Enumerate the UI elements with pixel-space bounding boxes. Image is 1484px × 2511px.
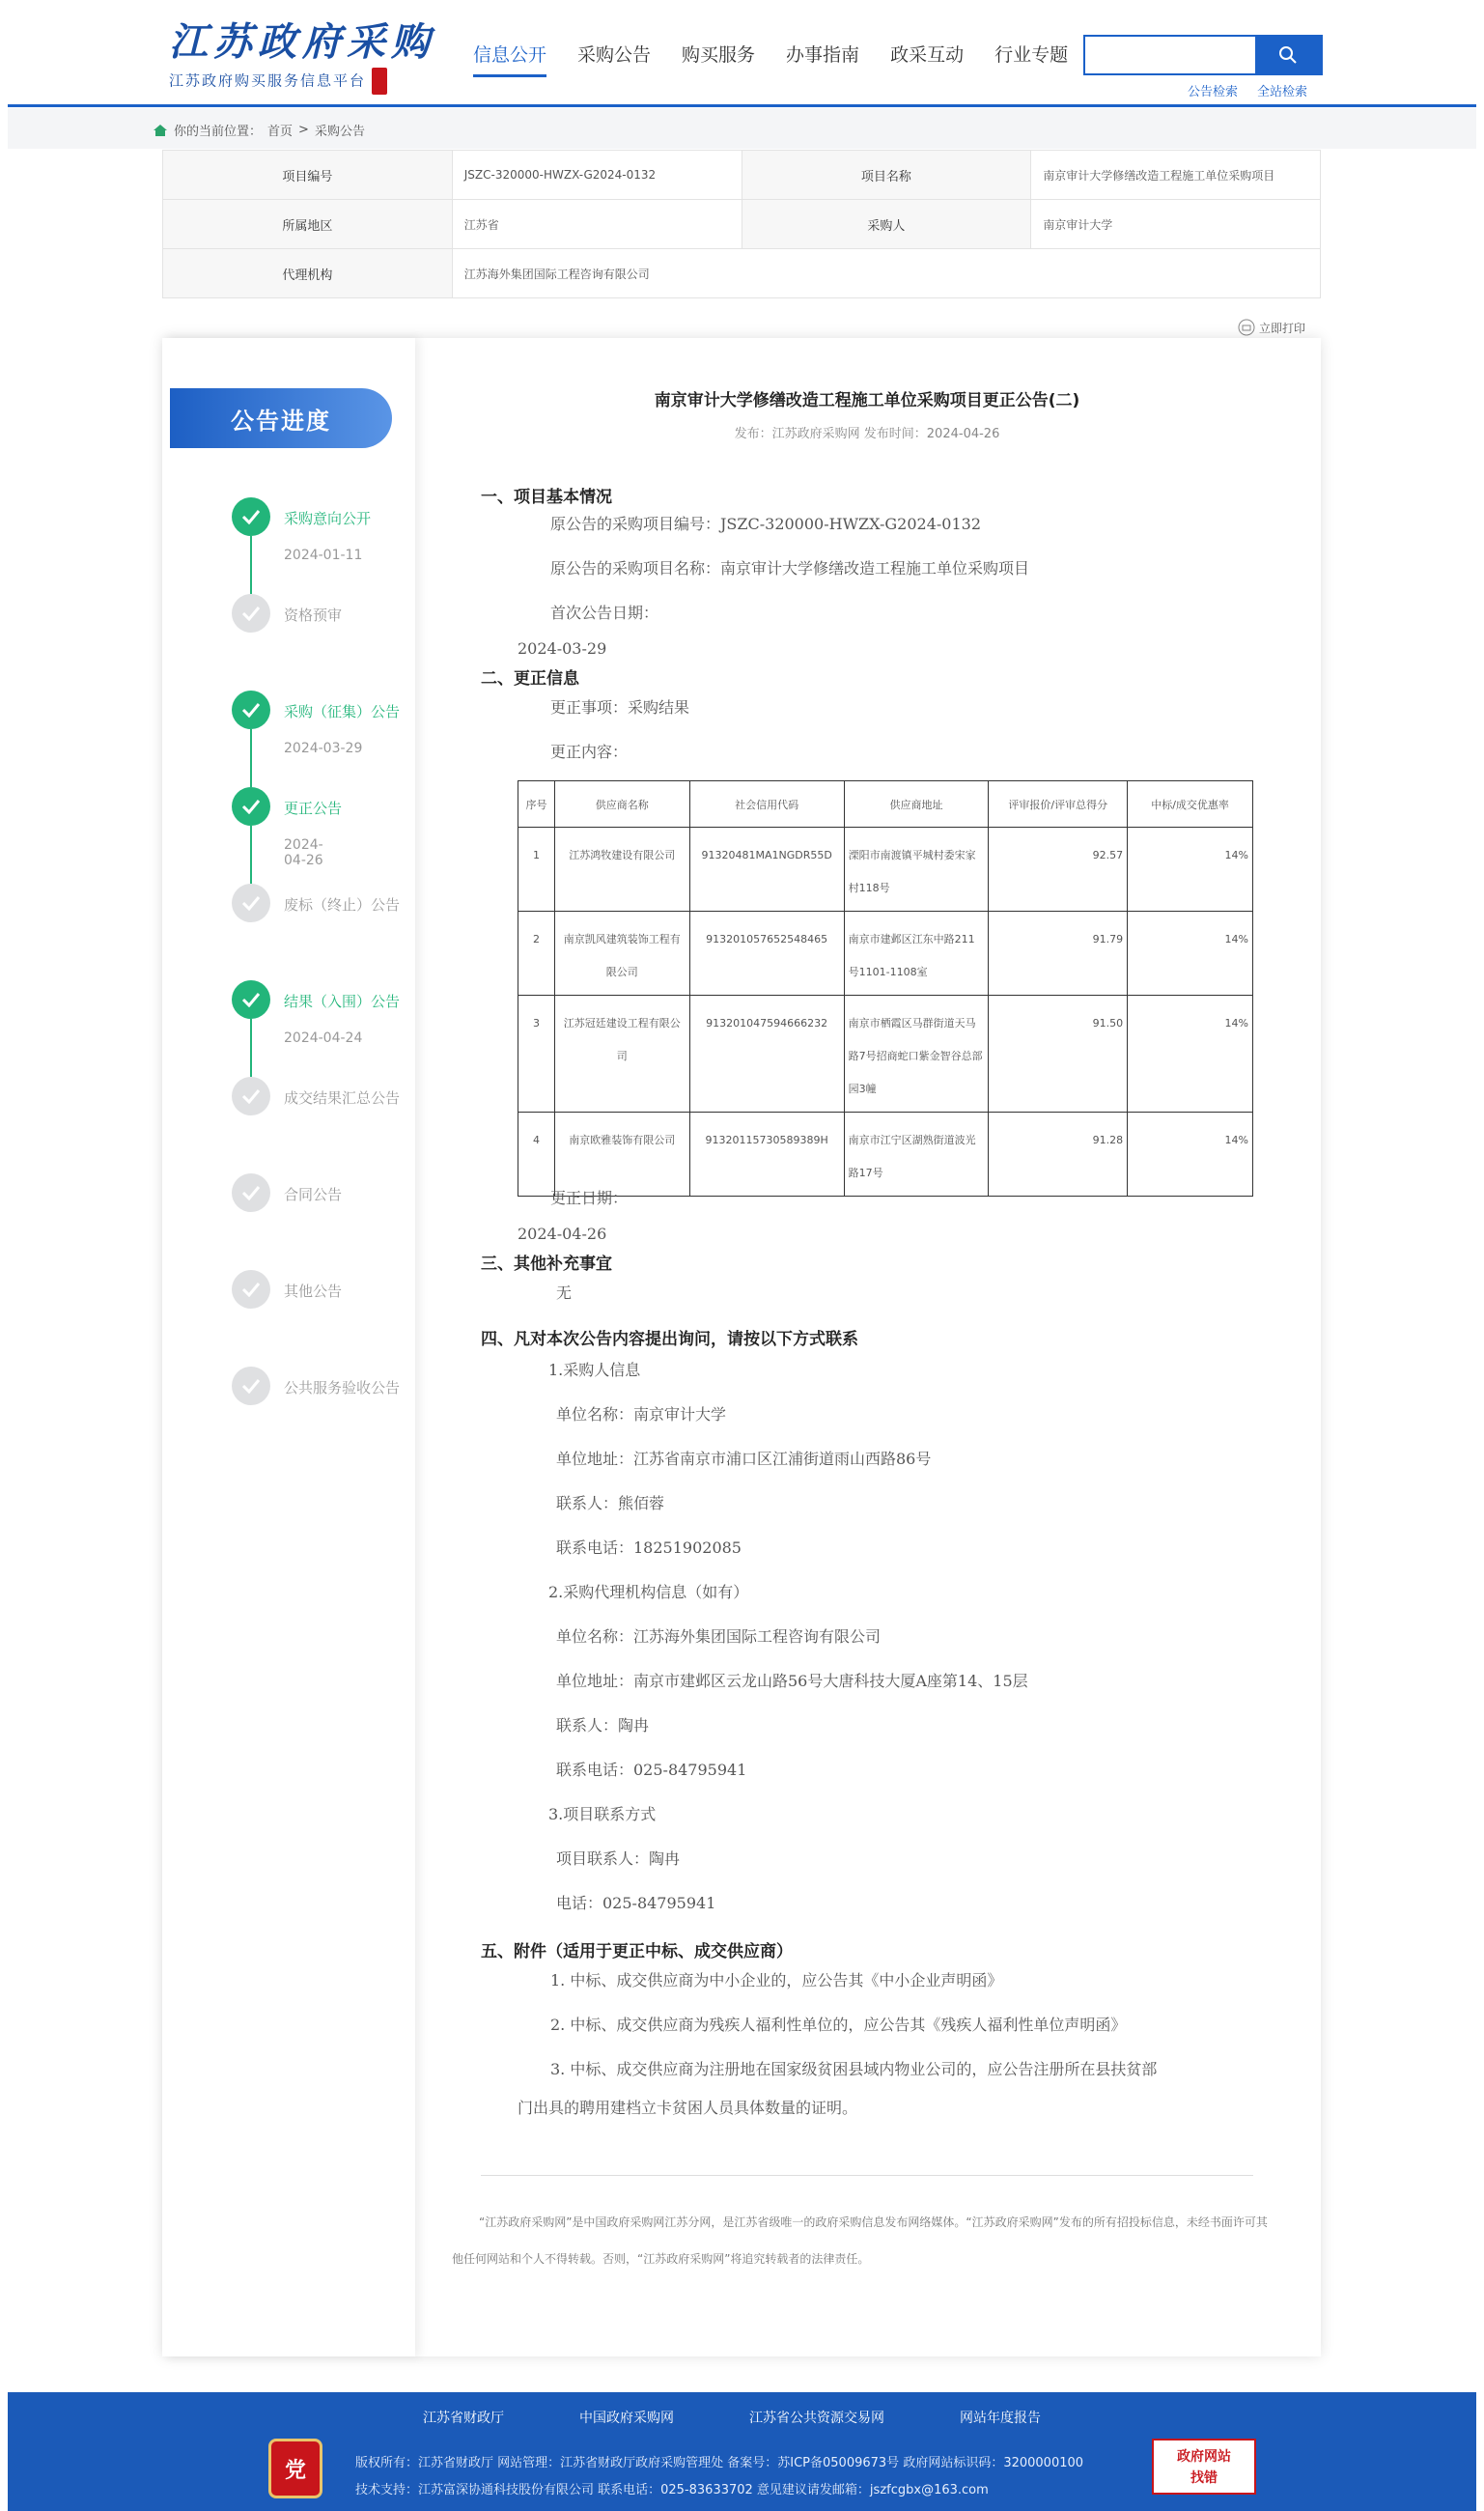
section-basic: 一、项目基本情况 (481, 488, 612, 507)
purchaser-address: 单位地址：江苏省南京市浦口区江浦街道雨山西路86号 (556, 1450, 932, 1468)
check-icon (232, 1270, 270, 1309)
project-no-label: 项目编号 (163, 151, 453, 200)
search-links (1188, 81, 1307, 99)
site-search-link[interactable]: 全站检索 (1257, 85, 1308, 99)
gov-site-error-report[interactable] (1152, 2439, 1256, 2495)
nav-info-public[interactable]: 信息公开 (473, 41, 546, 77)
notice-search-link[interactable]: 公告检索 (1188, 85, 1239, 99)
col-rate: 中标/成交优惠率 (1128, 781, 1253, 828)
search-input[interactable] (1085, 37, 1255, 73)
agency-value: 江苏海外集团国际工程咨询有限公司 (452, 249, 1320, 298)
step-label: 采购（征集）公告 (284, 703, 401, 720)
project-name-value: 南京审计大学修缮改造工程施工单位采购项目 (1031, 151, 1321, 200)
step-label: 结果（入围）公告 (284, 993, 401, 1010)
correction-date-label: 更正日期： (550, 1189, 629, 1207)
nav-topics[interactable]: 行业专题 (994, 44, 1069, 66)
party-badge-icon[interactable]: 党 (268, 2439, 322, 2498)
step-date: 2024-04-24 (284, 1030, 363, 1046)
logo-text: 江苏政府采购 (169, 19, 435, 65)
check-icon (232, 691, 270, 729)
home-icon (153, 124, 168, 137)
purchaser-phone: 联系电话：18251902085 (556, 1538, 742, 1557)
seal-icon (372, 68, 387, 95)
other-value: 无 (556, 1284, 573, 1302)
section-correction: 二、更正信息 (481, 669, 579, 689)
breadcrumb-prefix: 你的当前位置： (174, 125, 263, 139)
col-code: 社会信用代码 (689, 781, 844, 828)
step-tender[interactable] (232, 691, 401, 756)
footer-support: 技术支持：江苏富深协通科技股份有限公司 联系电话：025-83633702 意见建议请发邮箱：jszfcgbx@163.com (355, 2483, 989, 2497)
breadcrumb-current[interactable]: 采购公告 (314, 125, 365, 139)
footer-link-finance[interactable]: 江苏省财政厅 (423, 2411, 504, 2426)
agency-contact: 联系人：陶冉 (556, 1716, 650, 1735)
step-other[interactable] (232, 1270, 342, 1309)
section-contact: 四、凡对本次公告内容提出询问，请按以下方式联系 (481, 1330, 858, 1349)
gov-badge-bottom: 找错 (1190, 2470, 1218, 2486)
first-date-value: 2024-03-29 (518, 639, 607, 658)
check-icon (232, 1173, 270, 1212)
step-label: 其他公告 (284, 1283, 343, 1300)
agency-phone: 联系电话：025-84795941 (556, 1761, 747, 1779)
progress-sidebar (162, 338, 415, 2356)
nav-procurement-notice[interactable]: 采购公告 (577, 44, 652, 66)
footer-copyright: 版权所有：江苏省财政厅 网站管理：江苏省财政厅政府采购管理处 备案号：苏ICP备05009673号 政府网站标识码：3200000100 (355, 2456, 1084, 2470)
footer-link-trade[interactable]: 江苏省公共资源交易网 (749, 2411, 884, 2426)
nav-purchase-service[interactable]: 购买服务 (682, 44, 756, 66)
agency-address: 单位地址：南京市建邺区云龙山路56号大唐科技大厦A座第14、15层 (556, 1672, 1028, 1690)
supplier-table (518, 780, 1253, 1197)
breadcrumb-home[interactable]: 首页 (267, 125, 294, 139)
site-footer (8, 2392, 1476, 2511)
print-label: 立即打印 (1259, 321, 1306, 335)
purchaser-unit: 单位名称：南京审计大学 (556, 1405, 727, 1424)
correction-date-value: 2024-04-26 (518, 1225, 607, 1243)
gov-badge-top: 政府网站 (1177, 2449, 1231, 2465)
purchaser-contact: 联系人：熊佰蓉 (556, 1494, 665, 1512)
check-icon (232, 1367, 270, 1405)
col-addr: 供应商地址 (844, 781, 989, 828)
contact-agency-heading: 2.采购代理机构信息（如有） (548, 1583, 749, 1601)
correction-item: 更正事项：采购结果 (550, 698, 690, 717)
attachment-item-3: 3. 中标、成交供应商为注册地在国家级贫困县域内物业公司的，应公告注册所在县扶贫部 (550, 2060, 1158, 2078)
footer-link-report[interactable]: 网站年度报告 (960, 2411, 1041, 2426)
notice-title: 南京审计大学修缮改造工程施工单位采购项目更正公告(二) (654, 391, 1080, 410)
attachment-item-2: 2. 中标、成交供应商为残疾人福利性单位的，应公告其《残疾人福利性单位声明函》 (550, 2016, 1127, 2034)
step-intent[interactable] (232, 497, 372, 563)
section-other: 三、其他补充事宜 (481, 1255, 612, 1274)
check-icon (232, 884, 270, 922)
table-row: 2 南京凯风建筑装饰工程有限公司 913201057652548465 南京市建邺区江东中路211号1101-1108室 91.79 14% (518, 912, 1253, 996)
attachment-item-1: 1. 中标、成交供应商为中小企业的，应公告其《中小企业声明函》 (550, 1971, 1003, 1989)
col-no: 序号 (518, 781, 555, 828)
table-row: 1 江苏鸿牧建设有限公司 91320481MA1NGDR55D 溧阳市南渡镇平城村委宋家村118号 92.57 14% (518, 828, 1253, 912)
attachment-item-3-cont: 门出具的聘用建档立卡贫困人员具体数量的证明。 (518, 2099, 858, 2117)
region-value: 江苏省 (452, 200, 742, 249)
step-acceptance[interactable] (232, 1367, 400, 1405)
step-label: 废标（终止）公告 (284, 896, 401, 914)
check-icon (232, 787, 270, 826)
notice-meta: 发布：江苏政府采购网 发布时间：2024-04-26 (734, 427, 1000, 441)
breadcrumb-sep: > (298, 123, 309, 137)
orig-project-no: 原公告的采购项目编号：JSZC-320000-HWZX-G2024-0132 (550, 515, 981, 533)
footer-link-ccgp[interactable]: 中国政府采购网 (579, 2411, 674, 2426)
step-date: 2024-01-11 (284, 548, 363, 563)
first-date-label: 首次公告日期： (550, 604, 659, 622)
footer-links (423, 2408, 1041, 2427)
step-abort[interactable] (232, 884, 400, 922)
step-label: 更正公告 (284, 800, 343, 817)
footer-info (355, 2450, 1083, 2504)
project-info-table (162, 150, 1321, 298)
col-score: 评审报价/评审总得分 (989, 781, 1128, 828)
notice-card (162, 338, 1321, 2356)
col-name: 供应商名称 (554, 781, 689, 828)
project-phone: 电话：025-84795941 (556, 1894, 716, 1912)
region-label: 所属地区 (163, 200, 453, 249)
search-icon (1278, 45, 1298, 65)
step-summary[interactable] (232, 1077, 400, 1115)
section-attachment: 五、附件（适用于更正中标、成交供应商） (481, 1942, 793, 1961)
step-label: 公共服务验收公告 (284, 1379, 401, 1397)
search-box (1083, 35, 1323, 75)
step-label: 合同公告 (284, 1186, 343, 1203)
step-prequal[interactable] (232, 594, 342, 633)
step-label: 资格预审 (284, 607, 343, 624)
step-label: 采购意向公开 (284, 510, 372, 527)
purchaser-value: 南京审计大学 (1031, 200, 1321, 249)
breadcrumb-bar (8, 108, 1476, 149)
step-date: 2024-04-26 (284, 837, 323, 868)
correction-content-label: 更正内容： (550, 743, 629, 761)
logo-subtitle: 江苏政府购买服务信息平台 (169, 71, 367, 90)
step-date: 2024-03-29 (284, 741, 363, 756)
orig-project-name: 原公告的采购项目名称：南京审计大学修缮改造工程施工单位采购项目 (550, 559, 1030, 578)
print-button[interactable] (1238, 319, 1305, 336)
project-no-value: JSZC-320000-HWZX-G2024-0132 (452, 151, 742, 200)
site-header (0, 0, 1484, 106)
contact-purchaser-heading: 1.采购人信息 (548, 1361, 641, 1379)
check-icon (232, 980, 270, 1019)
check-icon (232, 1077, 270, 1115)
print-icon (1238, 319, 1255, 336)
breadcrumb (153, 121, 365, 139)
main-nav (473, 41, 1068, 77)
step-correction[interactable] (232, 787, 343, 868)
agency-label: 代理机构 (163, 249, 453, 298)
project-name-label: 项目名称 (742, 151, 1031, 200)
site-logo[interactable] (169, 21, 435, 95)
check-icon (232, 594, 270, 633)
table-row: 4 南京欧雅装饰有限公司 91320115730589389H 南京市江宁区湖熟街道波光路17号 91.28 14% (518, 1113, 1253, 1197)
content-divider (481, 2175, 1253, 2176)
step-contract[interactable] (232, 1173, 342, 1212)
purchaser-label: 采购人 (742, 200, 1031, 249)
agency-unit: 单位名称：江苏海外集团国际工程咨询有限公司 (556, 1627, 882, 1646)
disclaimer: “江苏政府采购网”是中国政府采购网江苏分网，是江苏省级唯一的政府采购信息发布网络媒体。“江苏政府采购网”发布的所有招投标信息，未经书面许可其他任何网站和个人不得转载。否则，“江苏政府采购网”将追究转载者的法律责任。 (452, 2215, 1268, 2266)
progress-title: 公告进度 (170, 388, 392, 448)
nav-guide[interactable]: 办事指南 (786, 44, 860, 66)
project-contact: 项目联系人：陶冉 (556, 1849, 681, 1868)
search-button[interactable] (1255, 37, 1321, 73)
table-row: 3 江苏冠廷建设工程有限公司 913201047594666232 南京市栖霞区马群街道天马路7号招商蛇口紫金智谷总部园3幢 91.50 14% (518, 996, 1253, 1113)
step-result[interactable] (232, 980, 401, 1046)
contact-project-heading: 3.项目联系方式 (548, 1805, 657, 1823)
check-icon (232, 497, 270, 536)
header-divider (8, 104, 1476, 107)
step-label: 成交结果汇总公告 (284, 1089, 401, 1107)
nav-interaction[interactable]: 政采互动 (890, 44, 965, 66)
